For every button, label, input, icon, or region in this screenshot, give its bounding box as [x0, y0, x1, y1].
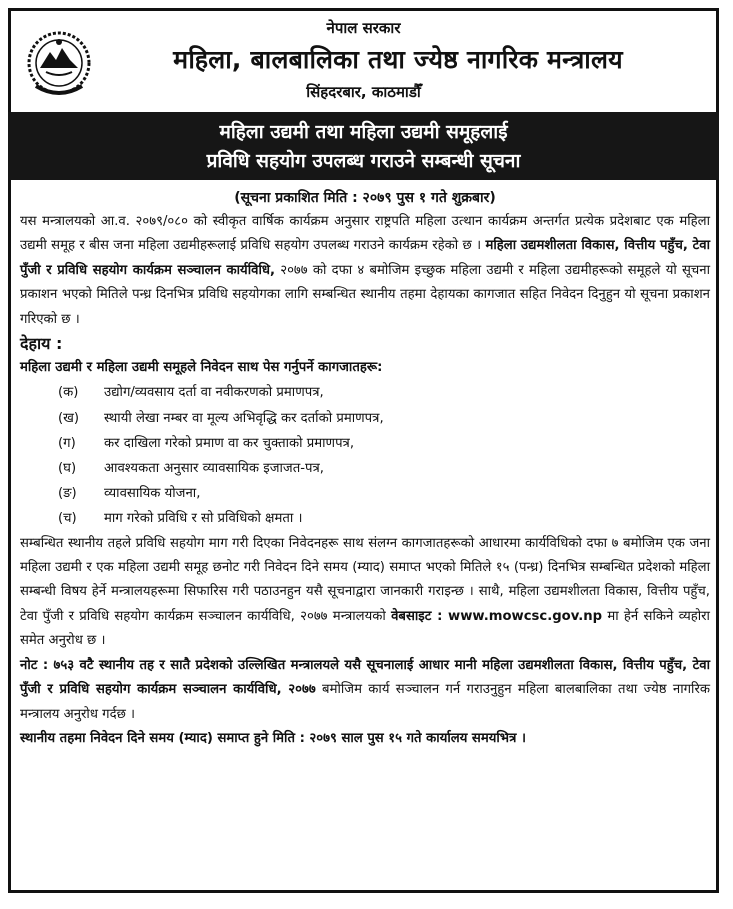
list-item	[20, 431, 710, 456]
notice-header	[8, 8, 719, 112]
list-item-text: व्यावसायिक योजना,	[104, 486, 201, 502]
banner-line-1: महिला उद्यमी तथा महिला उद्यमी समूहलाई	[219, 121, 508, 143]
list-item	[20, 506, 710, 531]
deadline-line: स्थानीय तहमा निवेदन दिने समय (म्याद) समाप्त हुने मिति : २०७९ साल पुस १५ गते कार्यालय समयभित्र ।	[20, 730, 526, 746]
ministry-address: सिंहदरबार, काठमाडौँ	[306, 83, 421, 101]
website-tail-text: मा हेर्न सकिने व्यहोरा समेत अनुरोध छ ।	[20, 608, 710, 649]
list-item	[20, 380, 710, 405]
documents-heading: महिला उद्यमी र महिला उद्यमी समूहले निवेदन साथ पेस गर्नुपर्ने कागजातहरू:	[20, 360, 383, 376]
documents-list	[20, 380, 710, 531]
recommendation-paragraph	[20, 532, 710, 654]
list-item	[20, 456, 710, 481]
website-link[interactable]: वेबसाइट : www.mowcsc.gov.np	[391, 608, 603, 624]
dehaya-heading: देहाय :	[20, 334, 63, 354]
intro-procedure-name: महिला उद्यमशीलता विकास, वित्तीय पहुँच, टेवा पुँजी र प्रविधि सहयोग कार्यक्रम सञ्चालन कार्यविधि,	[20, 238, 710, 278]
note-text: नोट : ७५३ वटै स्थानीय तह र सातै प्रदेशको उल्लिखित मन्त्रालयले यसै सूचनालाई आधार मानी महिला उद्यमशीलता विकास, वित्तीय पहुँच, टेवा पुँजी र प्रविधि सहयोग कार्यक्रम सञ्चालन कार्यविधि, २०७७	[20, 657, 710, 698]
notice-title-banner	[8, 112, 719, 180]
list-item-text: स्थायी लेखा नम्बर वा मूल्य अभिवृद्धि कर दर्ताको प्रमाणपत्र,	[104, 410, 384, 426]
ministry-title: महिला, बालबालिका तथा ज्येष्ठ नागरिक मन्त्रालय	[173, 45, 623, 74]
list-item	[20, 481, 710, 506]
list-item-label: (घ)	[58, 461, 77, 477]
note-tail-text: बमोजिम कार्य सञ्चालन गर्न गराउनुहुन महिला बालबालिका तथा ज्येष्ठ नागरिक मन्त्रालय अनुरोध गर्दछ ।	[20, 682, 710, 722]
list-item-text: माग गरेको प्रविधि र सो प्रविधिको क्षमता ।	[104, 511, 303, 527]
intro-text-1: यस मन्त्रालयको आ.व. २०७९/०८० को स्वीकृत वार्षिक कार्यक्रम अनुसार राष्ट्रपति महिला उत्थान कार्यक्रम अन्तर्गत प्रत्येक प्रदेशबाट एक महिला उद्यमी समूह र बीस जना महिला उद्यमीहरूलाई प्रविधि सहयोग उपलब्ध गराउने कार्यक्रम रहेको छ ।	[20, 214, 710, 254]
list-item-label: (क)	[58, 385, 79, 401]
intro-paragraph	[20, 210, 710, 332]
list-item-text: कर दाखिला गरेको प्रमाण वा कर चुक्ताको प्रमाणपत्र,	[104, 435, 355, 451]
government-title: नेपाल सरकार	[326, 19, 401, 37]
note-paragraph	[20, 654, 710, 727]
list-item-text: उद्योग/व्यवसाय दर्ता वा नवीकरणको प्रमाणपत्र,	[104, 385, 324, 401]
list-item-label: (च)	[58, 511, 77, 527]
list-item-label: (ङ)	[58, 486, 77, 502]
notice-body	[20, 186, 710, 751]
list-item-text: आवश्यकता अनुसार व्यावसायिक इजाजत-पत्र,	[104, 461, 324, 477]
list-item-label: (ख)	[58, 410, 80, 426]
list-item	[20, 406, 710, 431]
publication-date: (सूचना प्रकाशित मिति : २०७९ पुस १ गते शुक्रबार)	[234, 190, 496, 206]
intro-text-2: २०७७ को दफा ४ बमोजिम इच्छुक महिला उद्यमी र महिला उद्यमीहरूको समूहले यो सूचना प्रकाशन भएको मितिले पन्ध्र दिनभित्र प्रविधि सहयोगका लागि सम्बन्धित स्थानीय तहमा देहायका कागजात सहित निवेदन दिनुहुन यो सूचना प्रकाशन गरिएको छ ।	[20, 262, 710, 327]
list-item-label: (ग)	[58, 435, 76, 451]
recommendation-text: सम्बन्धित स्थानीय तहले प्रविधि सहयोग माग गरी दिएका निवेदनहरू साथ संलग्न कागजातहरूको आधारमा कार्यविधिको दफा ७ बमोजिम एक जना महिला उद्यमी र एक महिला उद्यमी समूह छनोट गरी निवेदन दिने समय (म्याद) समाप्त भएको मितिले १५ (पन्ध्र) दिनभित्र सम्बन्धित प्रदेशको महिला सम्बन्धी विषय हेर्ने मन्त्रालयहरूमा सिफारिस गरी पठाउनहुन यसै सूचनाद्वारा जानकारी गराइन्छ । साथै, महिला उद्यमशीलता विकास, वित्तीय पहुँच, टेवा पुँजी र प्रविधि सहयोग कार्यक्रम सञ्चालन कार्यविधि, २०७७ मन्त्रालयको	[20, 535, 710, 624]
banner-line-2: प्रविधि सहयोग उपलब्ध गराउने सम्बन्धी सूचना	[206, 150, 521, 172]
